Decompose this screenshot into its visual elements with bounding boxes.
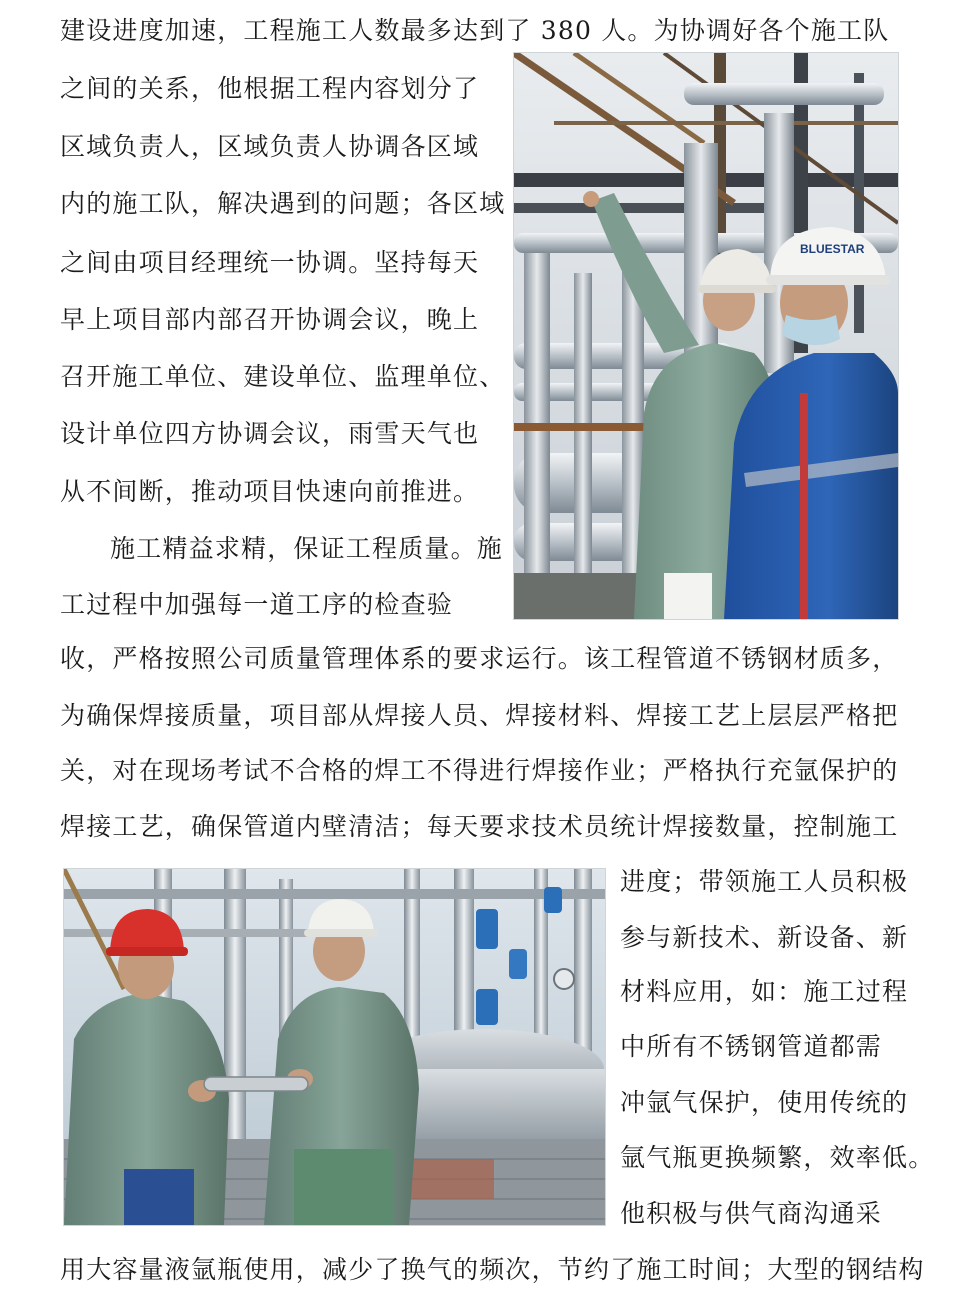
paragraph-line: 收，严格按照公司质量管理体系的要求运行。该工程管道不锈钢材质多， <box>60 644 899 673</box>
paragraph-line: 之间由项目经理统一协调。坚持每天 <box>60 248 480 277</box>
paragraph-line: 工过程中加强每一道工序的检查验 <box>60 590 454 619</box>
paragraph-line: 之间的关系，他根据工程内容划分了 <box>60 74 480 103</box>
paragraph-line: 氩气瓶更换频繁，效率低。 <box>620 1143 935 1172</box>
photo-site-inspection-drawing <box>514 53 898 619</box>
paragraph-line: 冲氩气保护，使用传统的 <box>620 1088 909 1117</box>
paragraph-line: 参与新技术、新设备、新 <box>620 923 909 952</box>
paragraph-line: 建设进度加速，工程施工人数最多达到了 380 人。为协调好各个施工队 <box>60 16 890 45</box>
paragraph-line: 召开施工单位、建设单位、监理单位、 <box>60 362 506 391</box>
paragraph-line: 关，对在现场考试不合格的焊工不得进行焊接作业；严格执行充氩保护的 <box>60 756 899 785</box>
paragraph-line: 材料应用，如：施工过程 <box>620 977 909 1006</box>
paragraph-line: 设计单位四方协调会议，雨雪天气也 <box>60 419 480 448</box>
paragraph-line: 内的施工队，解决遇到的问题；各区域 <box>60 189 506 218</box>
paragraph-line: 中所有不锈钢管道都需 <box>620 1032 883 1061</box>
helmet-label: BLUESTAR <box>800 242 865 256</box>
paragraph-line: 早上项目部内部召开协调会议，晚上 <box>60 305 480 334</box>
paragraph-line: 焊接工艺，确保管道内壁清洁；每天要求技术员统计焊接数量，控制施工 <box>60 812 899 841</box>
paragraph-line: 为确保焊接质量，项目部从焊接人员、焊接材料、焊接工艺上层层严格把 <box>60 701 899 730</box>
photo-pipe-discussion <box>63 868 606 1226</box>
paragraph-line: 从不间断，推动项目快速向前推进。 <box>60 477 480 506</box>
paragraph-line: 区域负责人，区域负责人协调各区域 <box>60 132 480 161</box>
photo-pipe-discussion-drawing <box>64 869 605 1225</box>
paragraph-line: 施工精益求精，保证工程质量。施 <box>110 534 504 563</box>
photo-site-inspection <box>513 52 899 620</box>
paragraph-line: 进度；带领施工人员积极 <box>620 867 909 896</box>
paragraph-line: 他积极与供气商沟通采 <box>620 1199 883 1228</box>
paragraph-line: 用大容量液氩瓶使用，减少了换气的频次，节约了施工时间；大型的钢结构 <box>60 1255 925 1284</box>
